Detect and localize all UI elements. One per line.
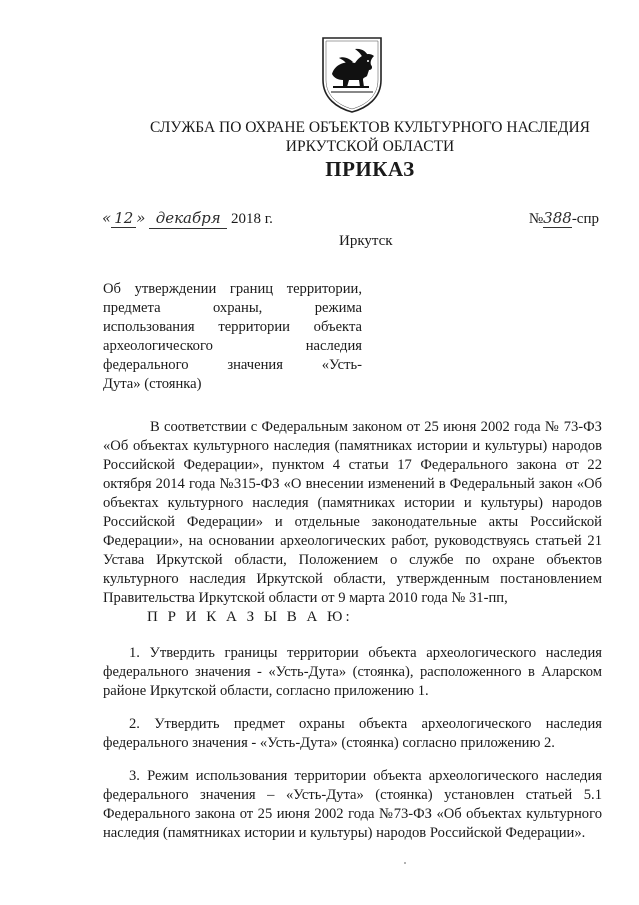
order-item-2 (103, 715, 602, 753)
item-line: 1. Утвердить границы территории объекта археологического наследия (129, 645, 602, 661)
order-word: П Р И К А З Ы В А Ю: (147, 609, 353, 625)
preamble-line: октября 2014 года №315-ФЗ «О внесении изменений в Федеральный закон «Об (103, 476, 602, 492)
agency-name-line1: СЛУЖБА ПО ОХРАНЕ ОБЪЕКТОВ КУЛЬТУРНОГО НАСЛЕДИЯ (149, 119, 591, 136)
item-line: федерального значения - «Усть-Дута» (стоянка), расположенного в Аларском (103, 664, 602, 680)
document-type-title: ПРИКАЗ (325, 157, 415, 181)
date-month: декабря (149, 209, 227, 229)
agency-name-line2: ИРКУТСКОЙ ОБЛАСТИ (285, 138, 455, 155)
order-item-1 (103, 644, 602, 701)
date-day: 12 (111, 209, 136, 228)
number-prefix: № (528, 211, 544, 227)
preamble-line: объектах культурного наследия (памятниках истории и культуры) народов (103, 495, 602, 511)
subject-line: предмета охраны, режима (103, 300, 362, 316)
date-open-quote: « (102, 209, 112, 227)
number-suffix: -спр (571, 211, 599, 227)
preamble-line: культурного наследия Иркутской области, утвержденным постановлением (103, 571, 602, 587)
order-item-3 (103, 767, 602, 843)
item-line: федерального значения - «Усть-Дута» (стоянка) согласно приложению 2. (103, 735, 555, 751)
preamble-line: Устава Иркутской области, Положением о службе по охране объектов (103, 552, 602, 568)
preamble-line: Российской Федерации» и отдельные законодательные акты Российской (103, 514, 602, 530)
order-subject (103, 280, 362, 394)
item-line: Федерального закона от 25 июня 2002 года №73-ФЗ «Об объектах культурного (103, 806, 602, 822)
preamble-paragraph (103, 418, 602, 608)
document-number (529, 209, 599, 229)
coat-of-arms-icon (319, 34, 385, 114)
subject-line: федерального значения «Усть- (103, 357, 362, 373)
item-line: наследия (памятниках истории и культуры) народов Российской Федерации». (103, 825, 586, 841)
date-close-quote: » (136, 209, 146, 227)
number-value: 388 (543, 209, 572, 227)
item-line: 2. Утвердить предмет охраны объекта археологического наследия (129, 716, 602, 732)
preamble-line: «Об объектах культурного наследия (памятниках истории и культуры) народов (103, 438, 602, 454)
preamble-line: Российской Федерации», пунктом 4 статьи 17 Федерального закона от 22 (103, 457, 602, 473)
subject-line: археологического наследия (103, 338, 362, 354)
preamble-line: В соответствии с Федеральным законом от 25 июня 2002 года № 73-ФЗ (150, 419, 602, 435)
subject-line: использования территории объекта (103, 319, 362, 335)
date-year: 2018 г. (230, 211, 273, 227)
city-name: Иркутск (339, 233, 393, 249)
item-line: 3. Режим использования территории объекта археологического наследия (129, 768, 602, 784)
scan-speck (404, 862, 406, 864)
preamble-line: Федерации», на основании археологических работ, руководствуясь статьей 21 (103, 533, 602, 549)
agency-name (100, 118, 639, 156)
item-line: федерального значения – «Усть-Дута» (стоянка) установлен статьей 5.1 (103, 787, 602, 803)
preamble-line: Правительства Иркутской области от 9 марта 2010 года № 31-пп, (103, 590, 508, 606)
subject-line: Дута» (стоянка) (103, 376, 202, 392)
item-line: районе Иркутской области, согласно приложению 1. (103, 683, 429, 699)
document-date (102, 209, 273, 229)
subject-line: Об утверждении границ территории, (103, 281, 362, 297)
